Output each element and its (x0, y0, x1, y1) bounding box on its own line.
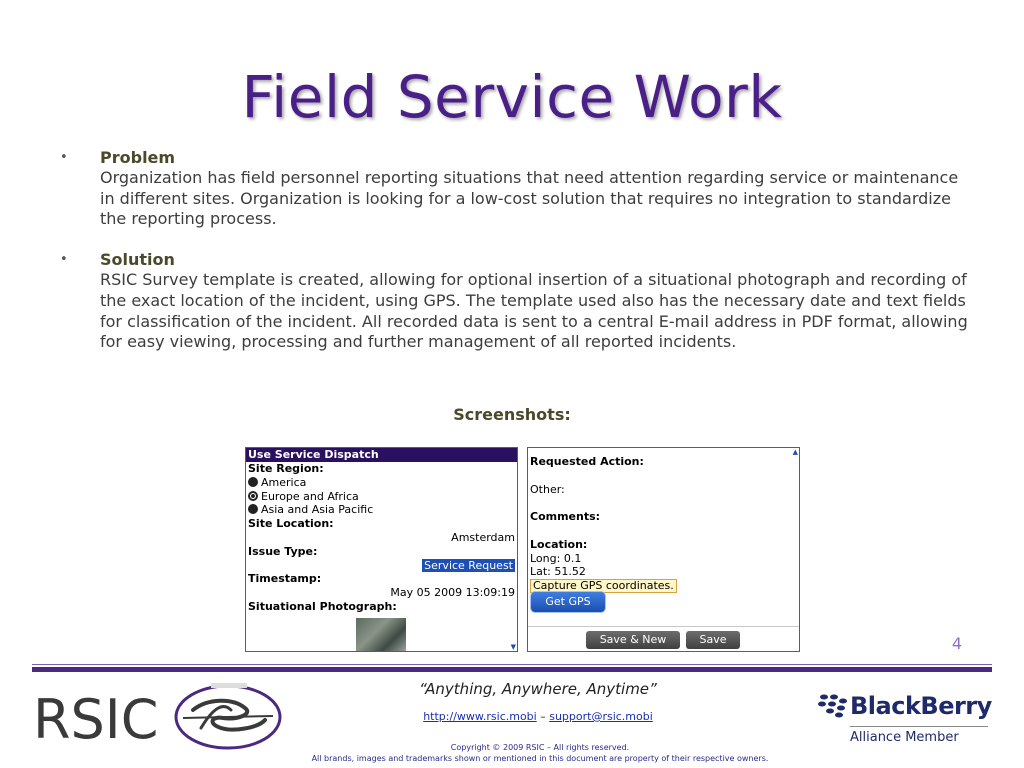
link-separator: – (540, 710, 546, 723)
rsic-logo-text: RSIC (33, 688, 159, 750)
region-option-america[interactable] (246, 476, 517, 490)
slide-title: Field Service Work (241, 63, 783, 131)
copyright-text: Copyright © 2009 RSIC – All rights reserved. (450, 743, 630, 752)
form-title: Use Service Dispatch (246, 448, 517, 462)
timestamp-field[interactable]: May 05 2009 13:09:19 (390, 586, 515, 600)
bullet-dot: • (60, 252, 68, 268)
location-label: Location: (530, 537, 588, 551)
longitude-value: Long: 0.1 (530, 551, 582, 565)
brands-notice: All brands, images and trademarks shown or mentioned in this document are property of their respective owners. (311, 754, 769, 763)
save-and-new-button[interactable]: Save & New (586, 631, 680, 649)
other-label: Other: (530, 482, 565, 496)
comments-label: Comments: (530, 510, 601, 524)
blackberry-alliance-logo (818, 690, 993, 750)
tagline-open-quote: “ (419, 680, 426, 698)
region-option-europe-africa[interactable] (246, 490, 517, 504)
website-link[interactable]: http://www.rsic.mobi (423, 710, 537, 723)
issue-type-select[interactable] (246, 559, 517, 573)
save-button[interactable]: Save (686, 631, 740, 649)
issue-type-label: Issue Type: (248, 544, 318, 558)
site-location-field[interactable]: Amsterdam (451, 530, 515, 544)
get-gps-button[interactable]: Get GPS (531, 592, 605, 612)
bullet-heading: Problem (100, 148, 176, 167)
rsic-logo (33, 680, 283, 750)
scroll-up-icon[interactable]: ▲ (792, 448, 798, 456)
requested-action-label: Requested Action: (530, 455, 644, 468)
cut-off-previous-line (528, 448, 799, 455)
bullet-problem (60, 148, 970, 230)
requested-action-field[interactable] (528, 469, 799, 483)
site-region-label: Site Region: (248, 462, 324, 475)
site-location-label: Site Location: (248, 517, 334, 531)
bullet-dot: • (60, 150, 68, 165)
tagline-close-quote: ” (649, 680, 657, 698)
photo-label: Situational Photograph: (248, 599, 397, 613)
alliance-member-label: Alliance Member (850, 730, 959, 745)
blackberry-divider (850, 726, 988, 727)
tagline-text: Anything, Anywhere, Anytime (425, 680, 650, 698)
latitude-value: Lat: 51.52 (530, 565, 586, 579)
page-number: 4 (951, 634, 962, 653)
gps-hint-row (528, 579, 799, 593)
phone-screenshot-gps-form (527, 447, 800, 652)
scroll-down-icon[interactable]: ▼ (510, 643, 516, 651)
blackberry-icon (818, 694, 848, 720)
phone-screenshot-dispatch-form (245, 447, 518, 652)
rsic-logo-icon (33, 680, 283, 750)
situational-photo-thumbnail[interactable] (356, 618, 406, 652)
support-email-link[interactable]: support@rsic.mobi (549, 710, 653, 723)
toolbar-divider (528, 626, 799, 627)
blackberry-wordmark: BlackBerry (850, 692, 992, 720)
footer-rule-thick (32, 667, 992, 672)
region-label: America (261, 475, 307, 489)
bullet-heading: Solution (100, 250, 175, 270)
footer-tagline (338, 680, 738, 698)
issue-type-value[interactable]: Service Request (424, 558, 513, 572)
footer-rule-thin (32, 664, 992, 665)
screenshots-label: Screenshots: (453, 405, 571, 424)
region-label: Europe and Africa (261, 489, 359, 503)
copyright-block (270, 742, 810, 764)
region-option-asia[interactable] (246, 503, 517, 517)
bullet-body: RSIC Survey template is created, allowing for optional insertion of a situational photograph and recording of the exact location of the incident, using GPS. The template used also has the necessary date and text fields for classification of the incident. All recorded data is sent to a central E-mail address in PDF format, allowing for easy viewing, processing and further management of all reported incidents. (100, 270, 968, 352)
radio-icon[interactable] (248, 477, 258, 487)
timestamp-label: Timestamp: (248, 572, 322, 586)
footer-links (338, 710, 738, 723)
region-label: Asia and Asia Pacific (261, 503, 374, 517)
radio-icon[interactable] (248, 504, 258, 514)
bullet-list (60, 148, 970, 373)
comments-field[interactable] (528, 524, 799, 538)
gps-hint-tooltip: Capture GPS coordinates. (530, 579, 677, 593)
bullet-body: Organization has field personnel reporting situations that need attention regarding service or maintenance in different sites. Organization is looking for a low-cost solution that requires no integration to standardize the reporting process. (100, 168, 959, 229)
other-field[interactable] (528, 496, 799, 510)
radio-selected-icon[interactable] (248, 491, 258, 501)
bullet-solution (60, 250, 970, 353)
